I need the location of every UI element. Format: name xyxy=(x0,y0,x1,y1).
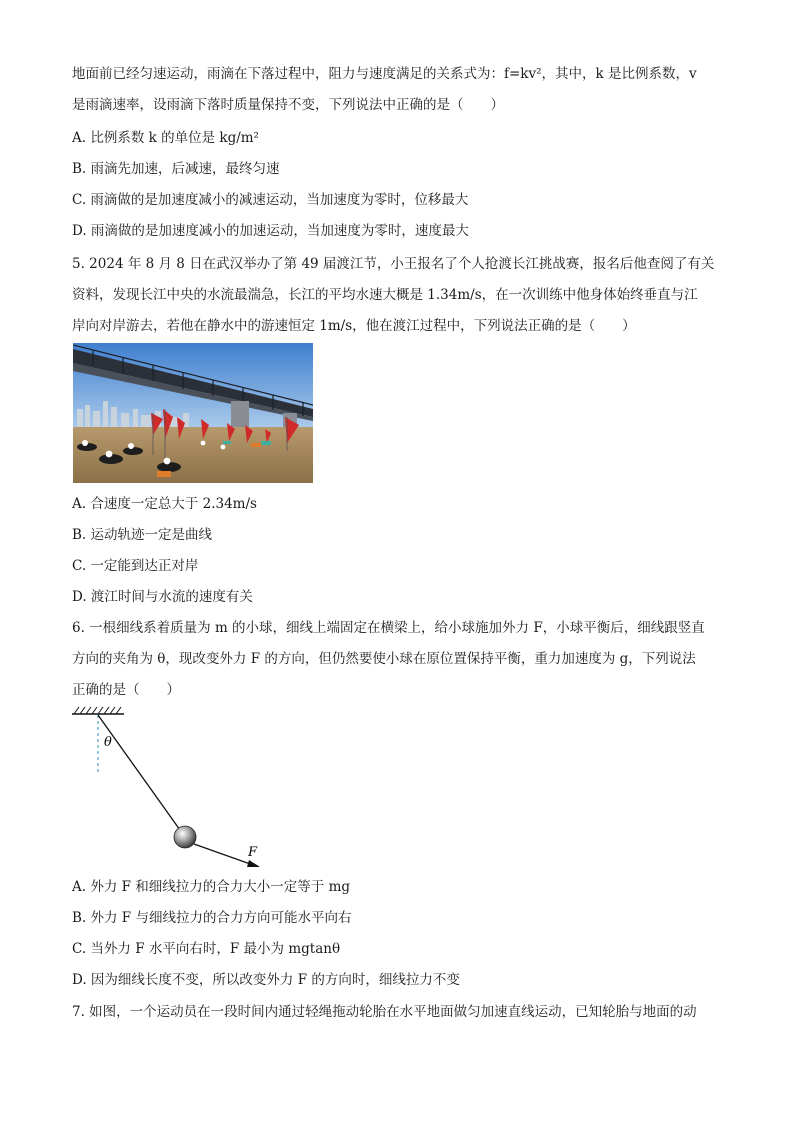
q5-stem-line-2: 资料，发现长江中央的水流最湍急，长江的平均水速大概是 1.34m/s，在一次训练中他身体始终垂直与江 xyxy=(72,287,698,303)
q5-stem-line-3: 岸向对岸游去，若他在静水中的游速恒定 1m/s，他在渡江过程中，下列说法正确的是（ ） xyxy=(72,318,636,334)
string-line xyxy=(98,715,180,830)
q6-option-d: D. 因为细线长度不变，所以改变外力 F 的方向时，细线拉力不变 xyxy=(72,972,460,988)
q5-option-c: C. 一定能到达正对岸 xyxy=(72,558,199,574)
q6-option-b: B. 外力 F 与细线拉力的合力方向可能水平向右 xyxy=(72,910,352,926)
q6-option-c: C. 当外力 F 水平向右时，F 最小为 mgtanθ xyxy=(72,941,341,957)
ball xyxy=(174,826,196,848)
q4-option-b: B. 雨滴先加速，后减速，最终匀速 xyxy=(72,161,280,177)
force-f-label: F xyxy=(248,845,258,860)
q4-option-a: A. 比例系数 k 的单位是 kg/m² xyxy=(72,130,259,146)
q5-option-b: B. 运动轨迹一定是曲线 xyxy=(72,527,213,543)
q5-stem-line-1: 5. 2024 年 8 月 8 日在武汉举办了第 49 届渡江节，小王报名了个人抢渡长江挑战赛，报名后他查阅了有关 xyxy=(72,256,715,272)
q6-stem-line-1: 6. 一根细线系着质量为 m 的小球，细线上端固定在横梁上，给小球施加外力 F，小球平衡后，细线跟竖直 xyxy=(72,620,705,636)
q5-option-d: D. 渡江时间与水流的速度有关 xyxy=(72,589,253,605)
q4-stem-line-1: 地面前已经匀速运动，雨滴在下落过程中，阻力与速度满足的关系式为：f=kv²，其中，k 是比例系数，v xyxy=(72,66,697,82)
force-arrow xyxy=(194,844,256,866)
ceiling-hatching xyxy=(74,707,121,714)
pendulum-force-diagram xyxy=(68,706,288,870)
yangtze-crossing-photo xyxy=(73,343,313,483)
q5-option-a: A. 合速度一定总大于 2.34m/s xyxy=(72,496,257,512)
q6-option-a: A. 外力 F 和细线拉力的合力大小一定等于 mg xyxy=(72,879,351,895)
angle-theta-label: θ xyxy=(104,735,112,750)
q7-stem-line-1: 7. 如图，一个运动员在一段时间内通过轻绳拖动轮胎在水平地面做匀加速直线运动，已知轮胎与地面的动 xyxy=(72,1004,697,1020)
q6-stem-line-2: 方向的夹角为 θ，现改变外力 F 的方向，但仍然要使小球在原位置保持平衡，重力加速度为 g，下列说法 xyxy=(72,651,696,667)
force-arrowhead xyxy=(247,860,260,867)
q4-option-d: D. 雨滴做的是加速度减小的加速运动，当加速度为零时，速度最大 xyxy=(72,223,469,239)
q4-option-c: C. 雨滴做的是加速度减小的减速运动，当加速度为零时，位移最大 xyxy=(72,192,469,208)
q6-stem-line-3: 正确的是（ ） xyxy=(72,682,180,698)
q4-stem-line-2: 是雨滴速率，设雨滴下落时质量保持不变，下列说法中正确的是（ ） xyxy=(72,97,504,113)
bridge-river-illustration xyxy=(73,343,313,483)
